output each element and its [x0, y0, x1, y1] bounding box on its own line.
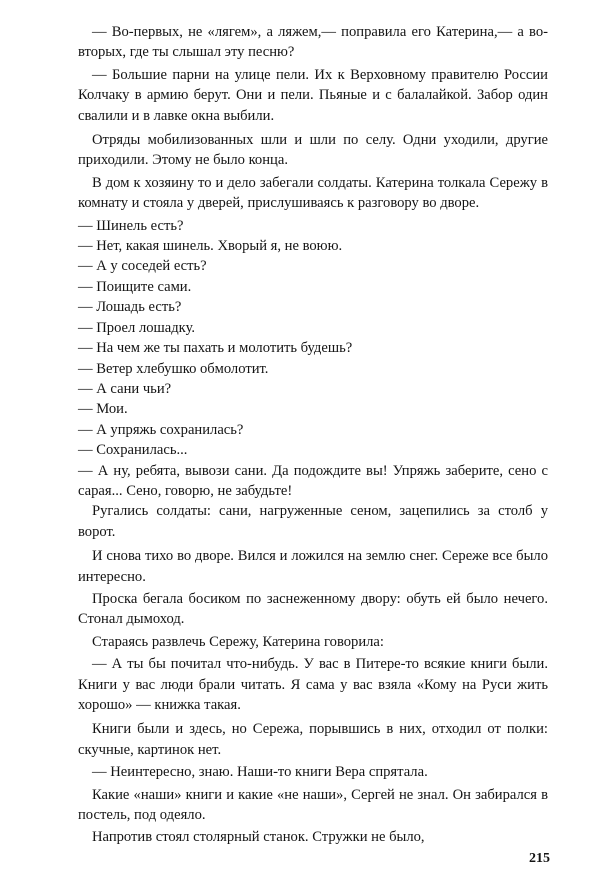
dialogue-line: — На чем же ты пахать и молотить будешь?	[78, 340, 353, 357]
dialogue-line: — А ну, ребята, вывози сани. Да подождите вы! Упряжь заберите, сено с сарая... Сено, говорю, не забудьте!	[78, 462, 548, 499]
paragraph: В дом к хозяину то и дело забегали солдаты. Катерина толкала Сережу в комнату и стояла у дверей, прислушиваясь к разговору во дворе.	[78, 174, 548, 212]
dialogue-line: — Лошадь есть?	[78, 299, 182, 316]
paragraph: — А ты бы почитал что-нибудь. У вас в Питере-то всякие книги были. Книги у вас люди брали читать. Я сама у вас взяла «Кому на Руси жить хорошо» — книжка такая.	[78, 656, 548, 713]
dialogue-line: — Шинель есть?	[78, 217, 184, 234]
page-text	[78, 22, 548, 850]
dialogue-line: — А упряжь сохранилась?	[78, 421, 244, 438]
paragraph: Ругались солдаты: сани, нагруженные сеном, зацепились за столб у ворот.	[78, 503, 548, 540]
paragraph: Напротив стоял столярный станок. Стружки не было,	[92, 829, 425, 846]
dialogue-line: — Мои.	[78, 401, 128, 418]
paragraph: Стараясь развлечь Сережу, Катерина говорила:	[92, 633, 384, 650]
dialogue-line: — Проел лошадку.	[78, 319, 196, 336]
paragraph: И снова тихо во дворе. Вился и ложился на землю снег. Сереже все было интересно.	[78, 548, 548, 585]
dialogue-line: — Поищите сами.	[78, 278, 192, 295]
dialogue-line: — А у соседей есть?	[78, 258, 207, 275]
paragraph: — Большие парни на улице пели. Их к Верховному правителю России Колчаку в армию берут. Они и пели. Пьяные и с балалайкой. Забор один свалили и в лавке окна выбили.	[78, 66, 548, 124]
paragraph: Проска бегала босиком по заснеженному двору: обуть ей было нечего. Стонал дымоход.	[78, 590, 548, 628]
paragraph: Книги были и здесь, но Сережа, порывшись в них, отходил от полки: скучные, картинок нет.	[78, 721, 548, 758]
paragraph: — Во-первых, не «лягем», а ляжем,— поправила его Катерина,— а во-вторых, где ты слышал эту песню?	[78, 24, 548, 61]
dialogue-line: — Сохранилась...	[78, 442, 188, 459]
dialogue-line: — Ветер хлебушко обмолотит.	[78, 360, 269, 377]
paragraph: Какие «наши» книги и какие «не наши», Сергей не знал. Он забирался в постель, под одеяло.	[78, 786, 548, 824]
dialogue-line: — А сани чьи?	[78, 380, 172, 397]
dialogue-line: — Нет, какая шинель. Хворый я, не воюю.	[78, 238, 343, 255]
dialogue-block	[78, 216, 548, 502]
page-number: 215	[529, 851, 550, 866]
paragraph: Отряды мобилизованных шли и шли по селу. Одни уходили, другие приходили. Этому не было конца.	[78, 132, 548, 169]
paragraph: — Неинтересно, знаю. Наши-то книги Вера спрятала.	[92, 764, 428, 781]
